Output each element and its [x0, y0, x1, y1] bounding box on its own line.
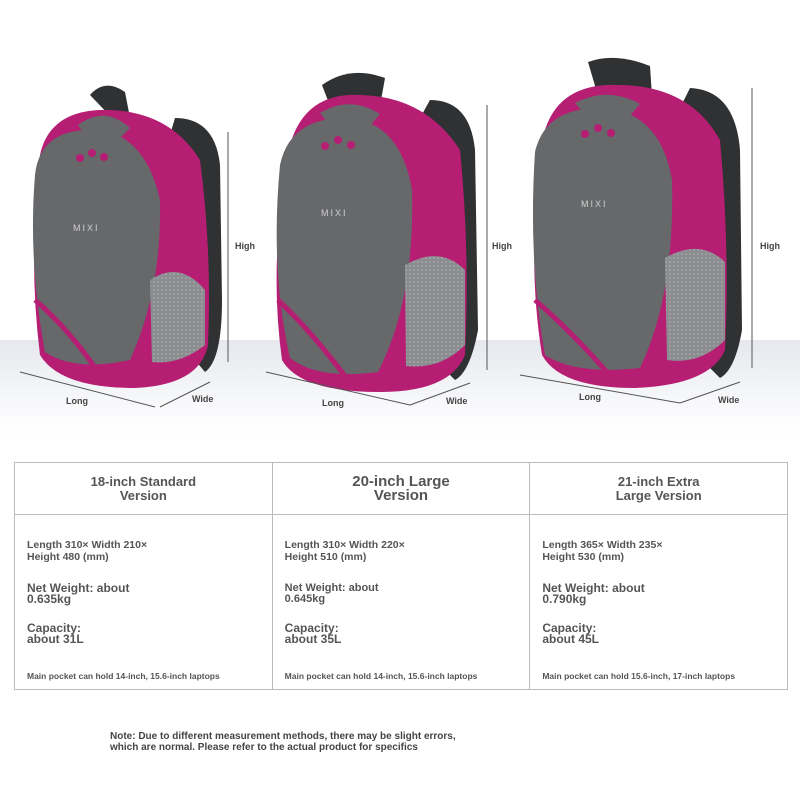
column-body — [530, 515, 787, 681]
spec-table — [14, 462, 788, 690]
column-title-text: 21-inch Extra Large Version — [615, 473, 702, 503]
dimensions-text: Length 365× Width 235× Height 530 (mm) — [542, 539, 663, 563]
backpack-extra-large — [533, 58, 742, 388]
capacity-text: Capacity: about 35L — [284, 621, 342, 646]
net-weight-text: Net Weight: about 0.635kg — [27, 581, 130, 606]
column-title — [273, 463, 530, 515]
high-label: High — [760, 241, 780, 251]
column-body — [273, 515, 530, 681]
backpack-large — [277, 73, 478, 392]
capacity-text: Capacity: about 45L — [542, 621, 600, 646]
long-label: Long — [579, 392, 601, 402]
spec-column-standard — [15, 463, 273, 689]
net-weight-text: Net Weight: about 0.645kg — [284, 582, 379, 605]
wide-label: Wide — [192, 394, 214, 404]
column-body — [15, 515, 272, 681]
high-label: High — [235, 241, 255, 251]
pocket-text: Main pocket can hold 14-inch, 15.6-inch laptops — [284, 671, 478, 681]
dimensions-text: Length 310× Width 210× Height 480 (mm) — [27, 539, 148, 563]
dimensions-text: Length 310× Width 220× Height 510 (mm) — [284, 539, 405, 563]
high-label: High — [492, 241, 512, 251]
spec-column-large — [273, 463, 531, 689]
pocket-text: Main pocket can hold 14-inch, 15.6-inch laptops — [27, 671, 220, 681]
wide-label: Wide — [718, 395, 740, 405]
column-title — [530, 463, 787, 515]
measurement-note: Note: Due to different measurement methods, there may be slight errors, which are normal. Please refer to the actual product for specifics — [110, 731, 456, 753]
column-title-text: 18-inch Standard Version — [90, 473, 197, 503]
bag-logo: MIXI — [581, 199, 608, 209]
column-title-text: 20-inch Large Version — [352, 472, 450, 504]
net-weight-text: Net Weight: about 0.790kg — [542, 581, 645, 606]
capacity-text: Capacity: about 31L — [27, 621, 84, 646]
spec-column-extra-large — [530, 463, 787, 689]
wide-label: Wide — [446, 396, 468, 406]
pocket-text: Main pocket can hold 15.6-inch, 17-inch laptops — [542, 671, 736, 681]
backpack-standard — [33, 86, 222, 388]
column-title — [15, 463, 272, 515]
bag-logo: MIXI — [73, 223, 100, 233]
long-label: Long — [66, 396, 88, 406]
bag-logo: MIXI — [321, 208, 348, 218]
long-label: Long — [322, 398, 344, 408]
